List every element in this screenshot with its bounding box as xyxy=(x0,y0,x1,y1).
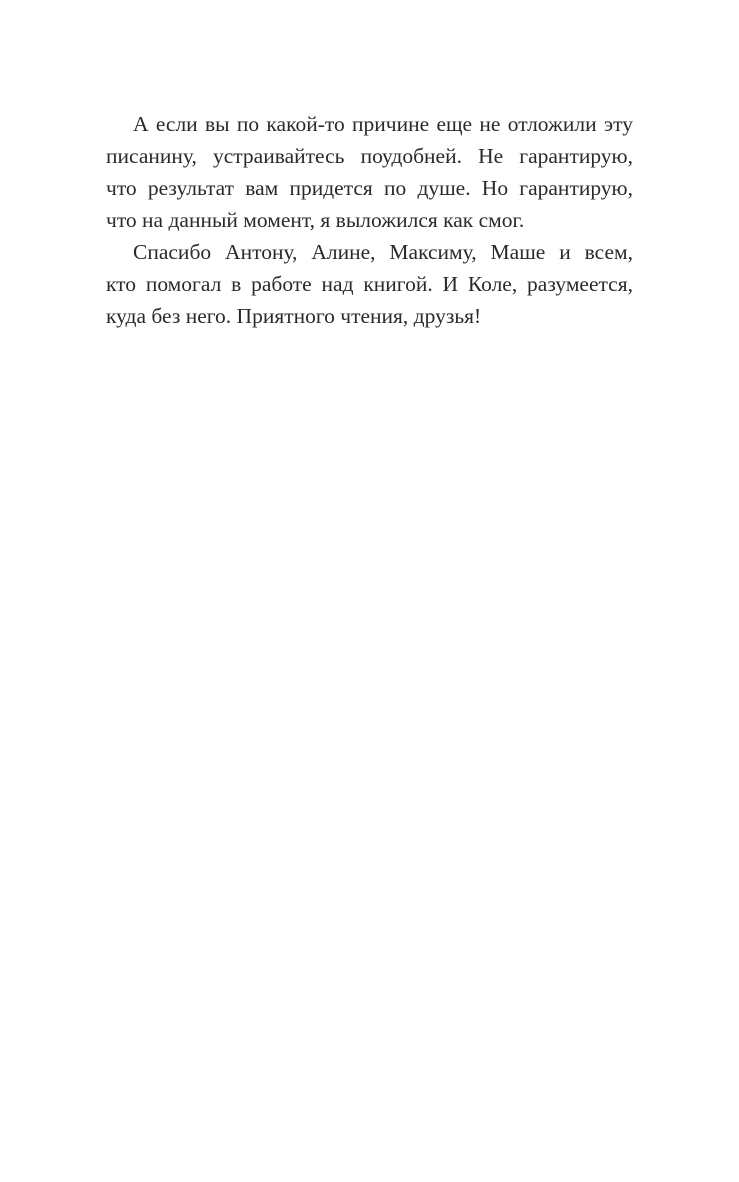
paragraph-2 xyxy=(106,236,633,332)
paragraph-1 xyxy=(106,108,633,236)
text-line: что результат вам придется по душе. Но гарантирую, xyxy=(106,176,633,200)
body-text xyxy=(106,108,633,332)
text-line: что на данный момент, я выложился как смог. xyxy=(106,208,525,232)
text-line: писанину, устраивайтесь поудобней. Не гарантирую, xyxy=(106,144,633,168)
text-line: А если вы по какой-то причине еще не отложили эту xyxy=(133,112,633,136)
text-line: куда без него. Приятного чтения, друзья! xyxy=(106,304,482,328)
text-line: кто помогал в работе над книгой. И Коле, разумеется, xyxy=(106,272,633,296)
text-line: Спасибо Антону, Алине, Максиму, Маше и всем, xyxy=(133,240,633,264)
